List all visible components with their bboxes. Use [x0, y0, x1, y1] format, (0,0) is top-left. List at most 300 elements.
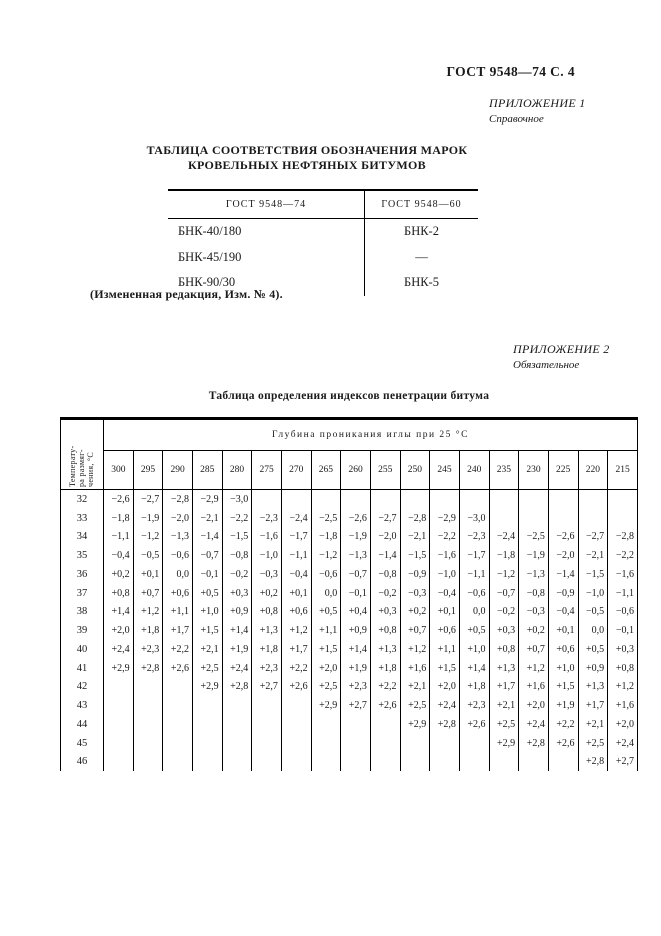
penetration-index-cell: +2,6 [459, 715, 489, 734]
table2-row [61, 621, 638, 640]
penetration-index-cell: −0,3 [519, 603, 549, 622]
temperature-cell: 46 [76, 756, 88, 768]
penetration-index-cell: +1,5 [192, 621, 222, 640]
appendix-1-title: ПРИЛОЖЕНИЕ 1 [489, 96, 586, 110]
penetration-index-cell: −0,9 [548, 584, 578, 603]
penetration-index-cell: −1,3 [341, 546, 371, 565]
penetration-index-cell: +0,1 [430, 603, 460, 622]
penetration-index-cell: −1,5 [400, 546, 430, 565]
penetration-index-cell: +1,7 [281, 640, 311, 659]
penetration-index-cell: +0,3 [489, 621, 519, 640]
penetration-index-cell [163, 715, 193, 734]
penetration-index-cell: +1,2 [133, 603, 163, 622]
penetration-index-cell [281, 490, 311, 509]
temperature-cell: 42 [76, 681, 88, 693]
table2-depth-header-row [61, 451, 638, 490]
penetration-index-cell: −0,2 [222, 565, 252, 584]
penetration-index-cell: +1,3 [252, 621, 282, 640]
table1-row [168, 219, 478, 245]
penetration-index-cell [341, 715, 371, 734]
penetration-index-cell: −1,7 [281, 528, 311, 547]
penetration-index-cell: −0,1 [341, 584, 371, 603]
penetration-index-cell [104, 734, 134, 753]
penetration-index-cell: +0,2 [252, 584, 282, 603]
table1-title-line1: ТАБЛИЦА СООТВЕТСТВИЯ ОБОЗНАЧЕНИЯ МАРОК [146, 143, 468, 157]
depth-header-cell: 220 [578, 451, 608, 490]
depth-header-cell: 300 [104, 451, 134, 490]
table2-row [61, 640, 638, 659]
table1-header-row [168, 190, 478, 219]
penetration-index-cell [608, 509, 638, 528]
penetration-index-cell [133, 753, 163, 772]
penetration-index-cell: +1,6 [519, 678, 549, 697]
penetration-index-cell: +2,5 [192, 659, 222, 678]
penetration-index-cell: +0,6 [430, 621, 460, 640]
penetration-index-cell: −1,1 [608, 584, 638, 603]
penetration-index-cell [400, 490, 430, 509]
penetration-index-cell [252, 753, 282, 772]
penetration-index-cell: −0,8 [370, 565, 400, 584]
depth-span-header: Глубина проникания иглы при 25 °С [104, 419, 638, 451]
depth-header-cell: 215 [608, 451, 638, 490]
depth-header-cell: 295 [133, 451, 163, 490]
penetration-index-cell: +0,6 [281, 603, 311, 622]
penetration-index-cell: −0,2 [370, 584, 400, 603]
page-header: ГОСТ 9548—74 С. 4 [446, 64, 575, 79]
penetration-index-cell: +0,6 [548, 640, 578, 659]
temperature-cell: 44 [76, 718, 88, 730]
penetration-index-cell: +1,4 [222, 621, 252, 640]
penetration-index-cell [400, 734, 430, 753]
penetration-index-cell [281, 696, 311, 715]
penetration-index-cell: +2,5 [400, 696, 430, 715]
penetration-index-cell: +2,4 [104, 640, 134, 659]
penetration-index-cell: +1,5 [548, 678, 578, 697]
penetration-index-cell: +2,5 [489, 715, 519, 734]
penetration-index-cell: +2,4 [519, 715, 549, 734]
penetration-index-cell [430, 490, 460, 509]
temperature-cell: 38 [76, 606, 88, 618]
penetration-index-cell [252, 490, 282, 509]
penetration-index-cell: +0,5 [192, 584, 222, 603]
penetration-index-cell [133, 678, 163, 697]
penetration-index-cell [489, 509, 519, 528]
penetration-index-cell: +2,1 [400, 678, 430, 697]
penetration-index-cell: +1,8 [370, 659, 400, 678]
penetration-index-cell: +0,3 [370, 603, 400, 622]
penetration-index-cell: +2,1 [578, 715, 608, 734]
penetration-index-cell: +1,2 [281, 621, 311, 640]
depth-header-cell: 240 [459, 451, 489, 490]
penetration-index-cell: −3,0 [459, 509, 489, 528]
penetration-index-cell: −0,3 [400, 584, 430, 603]
penetration-index-cell [608, 490, 638, 509]
mark-new-cell: БНК-90/30 [168, 270, 365, 296]
penetration-index-cell [489, 490, 519, 509]
penetration-index-cell: +2,8 [578, 753, 608, 772]
penetration-index-cell: −1,4 [192, 528, 222, 547]
penetration-index-cell: +1,1 [311, 621, 341, 640]
appendix-2 [513, 342, 610, 371]
mark-new-cell: БНК-45/190 [168, 245, 365, 271]
temperature-cell: 39 [76, 625, 88, 637]
penetration-index-cell: +0,8 [252, 603, 282, 622]
revision-note: (Измененная редакция, Изм. № 4). [90, 287, 283, 301]
penetration-index-cell: −1,3 [163, 528, 193, 547]
penetration-index-cell: −0,6 [459, 584, 489, 603]
penetration-index-cell: −0,7 [489, 584, 519, 603]
penetration-index-cell: −0,4 [430, 584, 460, 603]
penetration-index-cell: −1,5 [222, 528, 252, 547]
penetration-index-cell: −2,8 [163, 490, 193, 509]
temperature-column-header [61, 419, 104, 490]
penetration-index-cell: +0,5 [459, 621, 489, 640]
table2-row [61, 678, 638, 697]
penetration-index-cell: −2,3 [252, 509, 282, 528]
penetration-index-cell [281, 753, 311, 772]
penetration-index-cell: +0,8 [608, 659, 638, 678]
penetration-index-cell [104, 715, 134, 734]
temperature-cell: 33 [76, 512, 88, 524]
penetration-index-cell: −2,7 [578, 528, 608, 547]
temperature-cell: 32 [76, 493, 88, 505]
penetration-index-cell: −1,0 [430, 565, 460, 584]
penetration-index-cell [281, 734, 311, 753]
penetration-index-cell [163, 678, 193, 697]
penetration-index-cell: 0,0 [459, 603, 489, 622]
appendix-1 [489, 96, 586, 125]
penetration-index-cell: +1,3 [370, 640, 400, 659]
penetration-index-cell: −2,3 [459, 528, 489, 547]
depth-header-cell: 270 [281, 451, 311, 490]
table1-title-line2: КРОВЕЛЬНЫХ НЕФТЯНЫХ БИТУМОВ [188, 157, 426, 172]
penetration-index-cell: +2,2 [548, 715, 578, 734]
table2-row [61, 565, 638, 584]
penetration-index-cell [548, 509, 578, 528]
penetration-index-cell [341, 734, 371, 753]
penetration-index-cell: +0,1 [548, 621, 578, 640]
penetration-index-cell: +2,3 [133, 640, 163, 659]
penetration-index-cell: +0,9 [341, 621, 371, 640]
penetration-index-cell: −2,2 [430, 528, 460, 547]
penetration-index-cell: +2,8 [133, 659, 163, 678]
penetration-index-cell: +2,5 [311, 678, 341, 697]
penetration-index-cell: +2,0 [430, 678, 460, 697]
penetration-index-cell [104, 753, 134, 772]
depth-header-cell: 230 [519, 451, 549, 490]
temperature-column-label-line: чения, °С [86, 451, 96, 487]
penetration-index-cell: +1,1 [430, 640, 460, 659]
penetration-index-cell: −2,5 [519, 528, 549, 547]
penetration-index-cell [222, 715, 252, 734]
appendix-2-title: ПРИЛОЖЕНИЕ 2 [513, 342, 610, 356]
penetration-index-cell: +2,7 [252, 678, 282, 697]
penetration-index-cell [133, 696, 163, 715]
penetration-index-cell [252, 715, 282, 734]
penetration-index-cell: −0,8 [519, 584, 549, 603]
penetration-index-cell [222, 696, 252, 715]
penetration-index-cell: +2,6 [370, 696, 400, 715]
table2-span-header-row [61, 419, 638, 451]
penetration-index-cell: +0,5 [311, 603, 341, 622]
penetration-index-cell: +0,4 [341, 603, 371, 622]
penetration-index-cell [133, 734, 163, 753]
penetration-index-cell: +0,7 [133, 584, 163, 603]
appendix-2-subtitle: Обязательное [513, 359, 580, 371]
penetration-index-cell [163, 696, 193, 715]
mark-old-cell: — [415, 249, 428, 264]
penetration-index-cell [311, 715, 341, 734]
table1-column-header: ГОСТ 9548—74 [168, 190, 365, 219]
penetration-index-cell: −0,7 [192, 546, 222, 565]
depth-header-cell: 285 [192, 451, 222, 490]
table2-row [61, 490, 638, 509]
penetration-index-cell: −2,6 [341, 509, 371, 528]
penetration-index-table [60, 417, 638, 771]
penetration-index-cell: −1,2 [311, 546, 341, 565]
penetration-index-cell: −1,1 [281, 546, 311, 565]
penetration-index-cell: −2,4 [489, 528, 519, 547]
penetration-index-cell: −1,9 [133, 509, 163, 528]
penetration-index-cell: +2,4 [430, 696, 460, 715]
penetration-index-cell: +1,5 [311, 640, 341, 659]
penetration-index-cell: −2,8 [608, 528, 638, 547]
penetration-index-cell: +1,8 [252, 640, 282, 659]
table2-row [61, 696, 638, 715]
penetration-index-cell [578, 490, 608, 509]
penetration-index-cell: −2,2 [608, 546, 638, 565]
penetration-index-cell: −1,2 [133, 528, 163, 547]
penetration-index-cell: +2,7 [608, 753, 638, 772]
penetration-index-cell [548, 490, 578, 509]
table2-row [61, 659, 638, 678]
penetration-index-cell [192, 753, 222, 772]
penetration-index-cell: −2,1 [578, 546, 608, 565]
penetration-index-cell: −1,4 [548, 565, 578, 584]
penetration-index-cell: −2,1 [400, 528, 430, 547]
table2-row [61, 528, 638, 547]
depth-header-cell: 275 [252, 451, 282, 490]
penetration-index-cell: +1,6 [608, 696, 638, 715]
penetration-index-cell: +2,9 [400, 715, 430, 734]
penetration-index-cell: +2,4 [222, 659, 252, 678]
temperature-cell: 37 [76, 587, 88, 599]
penetration-index-cell: 0,0 [163, 565, 193, 584]
temperature-column-label [68, 423, 96, 487]
penetration-index-cell: +2,0 [311, 659, 341, 678]
penetration-index-cell: +2,1 [489, 696, 519, 715]
penetration-index-cell: −2,2 [222, 509, 252, 528]
penetration-index-cell: +2,0 [519, 696, 549, 715]
table2-row [61, 753, 638, 772]
penetration-index-cell: −3,0 [222, 490, 252, 509]
table1-title [142, 143, 472, 172]
penetration-index-cell [104, 696, 134, 715]
penetration-index-cell [281, 715, 311, 734]
table2-title: Таблица определения индексов пенетрации битума [208, 390, 490, 402]
temperature-cell: 41 [76, 662, 88, 674]
penetration-index-cell: +2,9 [311, 696, 341, 715]
penetration-index-cell: −1,6 [430, 546, 460, 565]
temperature-cell: 35 [76, 550, 88, 562]
penetration-index-cell [370, 734, 400, 753]
penetration-index-cell: +0,8 [370, 621, 400, 640]
penetration-index-cell: +2,3 [341, 678, 371, 697]
depth-header-cell: 290 [163, 451, 193, 490]
penetration-index-cell: +1,7 [578, 696, 608, 715]
penetration-index-cell: +2,2 [163, 640, 193, 659]
penetration-index-cell: −1,2 [489, 565, 519, 584]
penetration-index-cell: +0,1 [281, 584, 311, 603]
penetration-index-cell [459, 734, 489, 753]
penetration-index-cell: −2,1 [192, 509, 222, 528]
penetration-index-cell [311, 753, 341, 772]
penetration-index-cell: −1,1 [104, 528, 134, 547]
penetration-index-cell: +1,9 [341, 659, 371, 678]
penetration-index-cell: −0,4 [281, 565, 311, 584]
penetration-index-cell: +1,7 [163, 621, 193, 640]
penetration-index-cell: −0,7 [341, 565, 371, 584]
penetration-index-cell: −0,6 [311, 565, 341, 584]
penetration-index-cell [252, 734, 282, 753]
penetration-index-cell: −2,5 [311, 509, 341, 528]
penetration-index-cell [430, 753, 460, 772]
penetration-index-cell: −2,6 [548, 528, 578, 547]
penetration-index-cell: +2,2 [281, 659, 311, 678]
mark-old-cell: БНК-5 [404, 275, 439, 290]
penetration-index-cell: +2,8 [222, 678, 252, 697]
penetration-index-cell: −0,2 [489, 603, 519, 622]
penetration-index-cell: −2,0 [163, 509, 193, 528]
penetration-index-cell: −2,7 [133, 490, 163, 509]
penetration-index-cell: +0,2 [104, 565, 134, 584]
penetration-index-cell: +0,5 [578, 640, 608, 659]
penetration-index-cell: +2,9 [104, 659, 134, 678]
penetration-index-cell: +0,2 [400, 603, 430, 622]
depth-header-cell: 260 [341, 451, 371, 490]
penetration-index-cell: +0,3 [608, 640, 638, 659]
penetration-index-cell: +2,5 [578, 734, 608, 753]
penetration-index-cell [578, 509, 608, 528]
penetration-index-cell: +1,3 [489, 659, 519, 678]
penetration-index-cell [341, 490, 371, 509]
penetration-index-cell: −1,9 [519, 546, 549, 565]
penetration-index-cell: +1,4 [341, 640, 371, 659]
mark-old-cell: БНК-2 [404, 224, 439, 239]
penetration-index-cell [341, 753, 371, 772]
penetration-index-cell [163, 734, 193, 753]
penetration-index-cell: −1,3 [519, 565, 549, 584]
penetration-index-cell: −1,0 [578, 584, 608, 603]
penetration-index-cell [133, 715, 163, 734]
penetration-index-cell [192, 715, 222, 734]
penetration-index-cell: 0,0 [578, 621, 608, 640]
penetration-index-cell: −0,1 [192, 565, 222, 584]
penetration-index-cell: +0,9 [222, 603, 252, 622]
penetration-index-cell: +0,8 [104, 584, 134, 603]
penetration-index-cell: +2,2 [370, 678, 400, 697]
temperature-cell: 40 [76, 643, 88, 655]
penetration-index-cell: −1,4 [370, 546, 400, 565]
penetration-index-cell: −1,6 [252, 528, 282, 547]
penetration-index-cell: +1,0 [548, 659, 578, 678]
table1-row [168, 245, 478, 271]
penetration-index-cell: −0,6 [163, 546, 193, 565]
penetration-index-cell: −1,9 [341, 528, 371, 547]
table2-row [61, 509, 638, 528]
penetration-index-cell: −2,0 [548, 546, 578, 565]
penetration-index-cell: +1,5 [430, 659, 460, 678]
penetration-index-cell [192, 734, 222, 753]
penetration-index-cell [163, 753, 193, 772]
penetration-index-cell: +2,6 [281, 678, 311, 697]
penetration-index-cell: +0,2 [519, 621, 549, 640]
penetration-index-cell: +2,7 [341, 696, 371, 715]
table2-row [61, 546, 638, 565]
penetration-index-cell: +2,9 [192, 678, 222, 697]
penetration-index-cell: +2,9 [489, 734, 519, 753]
penetration-index-cell: −2,8 [400, 509, 430, 528]
penetration-index-cell: +1,0 [192, 603, 222, 622]
depth-header-cell: 235 [489, 451, 519, 490]
penetration-index-cell: +1,2 [608, 678, 638, 697]
penetration-index-cell: +0,6 [163, 584, 193, 603]
penetration-index-cell: −1,8 [311, 528, 341, 547]
penetration-index-cell [459, 490, 489, 509]
penetration-index-cell: −1,5 [578, 565, 608, 584]
penetration-index-cell: +1,6 [400, 659, 430, 678]
depth-header-cell: 225 [548, 451, 578, 490]
penetration-index-cell: +2,8 [430, 715, 460, 734]
penetration-index-cell [489, 753, 519, 772]
depth-header-cell: 255 [370, 451, 400, 490]
penetration-index-cell: +2,1 [192, 640, 222, 659]
penetration-index-cell: +1,3 [578, 678, 608, 697]
penetration-index-cell: +1,8 [133, 621, 163, 640]
table2-row [61, 734, 638, 753]
penetration-index-cell: +1,7 [489, 678, 519, 697]
penetration-index-cell [104, 678, 134, 697]
penetration-index-cell: +2,6 [548, 734, 578, 753]
penetration-index-cell: +2,4 [608, 734, 638, 753]
table1-column-header: ГОСТ 9548—60 [365, 190, 479, 219]
depth-header-cell: 250 [400, 451, 430, 490]
penetration-index-cell: +1,9 [548, 696, 578, 715]
penetration-index-cell: −1,8 [104, 509, 134, 528]
penetration-index-cell [311, 734, 341, 753]
penetration-index-cell: +2,8 [519, 734, 549, 753]
penetration-index-cell [222, 753, 252, 772]
penetration-index-cell: +2,6 [163, 659, 193, 678]
penetration-index-cell [192, 696, 222, 715]
temperature-cell: 43 [76, 700, 88, 712]
penetration-index-cell: −0,8 [222, 546, 252, 565]
penetration-index-cell [370, 753, 400, 772]
penetration-index-cell: −0,9 [400, 565, 430, 584]
penetration-index-cell: −2,0 [370, 528, 400, 547]
temperature-column-label-line: Температу- [68, 445, 78, 487]
penetration-index-cell [311, 490, 341, 509]
temperature-cell: 45 [76, 737, 88, 749]
penetration-index-cell: +1,9 [222, 640, 252, 659]
penetration-index-cell [252, 696, 282, 715]
penetration-index-cell: +1,8 [459, 678, 489, 697]
penetration-index-cell: +2,3 [459, 696, 489, 715]
temperature-cell: 34 [76, 531, 88, 543]
penetration-index-cell: −1,8 [489, 546, 519, 565]
penetration-index-cell: −0,3 [252, 565, 282, 584]
penetration-index-cell: −0,5 [133, 546, 163, 565]
